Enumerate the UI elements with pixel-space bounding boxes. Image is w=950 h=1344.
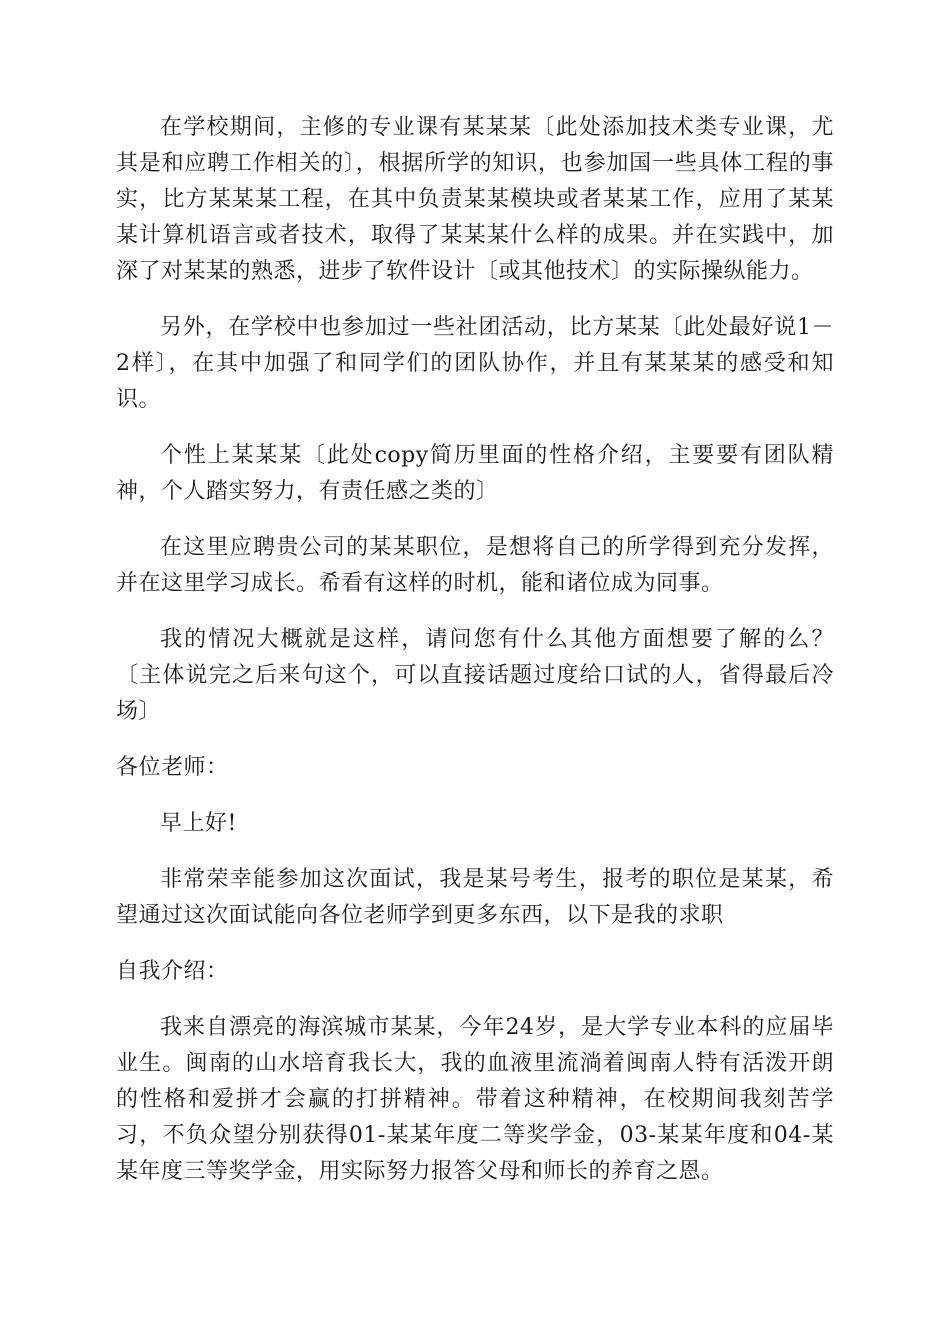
paragraph-background: 我来自漂亮的海滨城市某某，今年24岁，是大学专业本科的应届毕业生。闽南的山水培育我长大，我的血液里流淌着闽南人特有活泼开朗的性格和爱拼才会赢的打拼精神。带着这种精神，在校期间我刻苦学习，不负众望分别获得01-某某年度二等奖学金，03-某某年度和04-某某年度三等奖学金，用实际努力报答父母和师长的养育之恩。: [116, 1015, 834, 1184]
paragraph-application: 在这里应聘贵公司的某某职位，是想将自己的所学得到充分发挥，并在这里学习成长。希看有这样的时机，能和诸位成为同事。: [116, 535, 834, 596]
paragraph-clubs: 另外，在学校中也参加过一些社团活动，比方某某〔此处最好说1－2样〕，在其中加强了和同学们的团队协作，并且有某某某的感受和知识。: [116, 315, 834, 412]
salutation: 各位老师：: [116, 755, 229, 780]
greeting: 早上好!: [160, 811, 237, 836]
section-heading-self-intro: 自我介绍：: [116, 959, 229, 984]
paragraph-personality: 个性上某某某〔此处copy简历里面的性格介绍，主要要有团队精神，个人踏实努力，有责任感之类的〕: [116, 443, 834, 504]
paragraph-closing-question: 我的情况大概就是这样，请问您有什么其他方面想要了解的么？〔主体说完之后来句这个，可以直接话题过度给口试的人，省得最后冷场〕: [116, 627, 834, 724]
document-body: [116, 110, 834, 1210]
paragraph-interview-intro: 非常荣幸能参加这次面试，我是某号考生，报考的职位是某某，希望通过这次面试能向各位老师学到更多东西，以下是我的求职: [116, 867, 834, 928]
paragraph-study: 在学校期间，主修的专业课有某某某〔此处添加技术类专业课，尤其是和应聘工作相关的〕，根据所学的知识，也参加国一些具体工程的事实，比方某某某工程，在其中负责某某模块或者某某工作，应用了某某某计算机语言或者技术，取得了某某某什么样的成果。并在实践中，加深了对某某的熟悉，进步了软件设计〔或其他技术〕的实际操纵能力。: [116, 115, 834, 284]
